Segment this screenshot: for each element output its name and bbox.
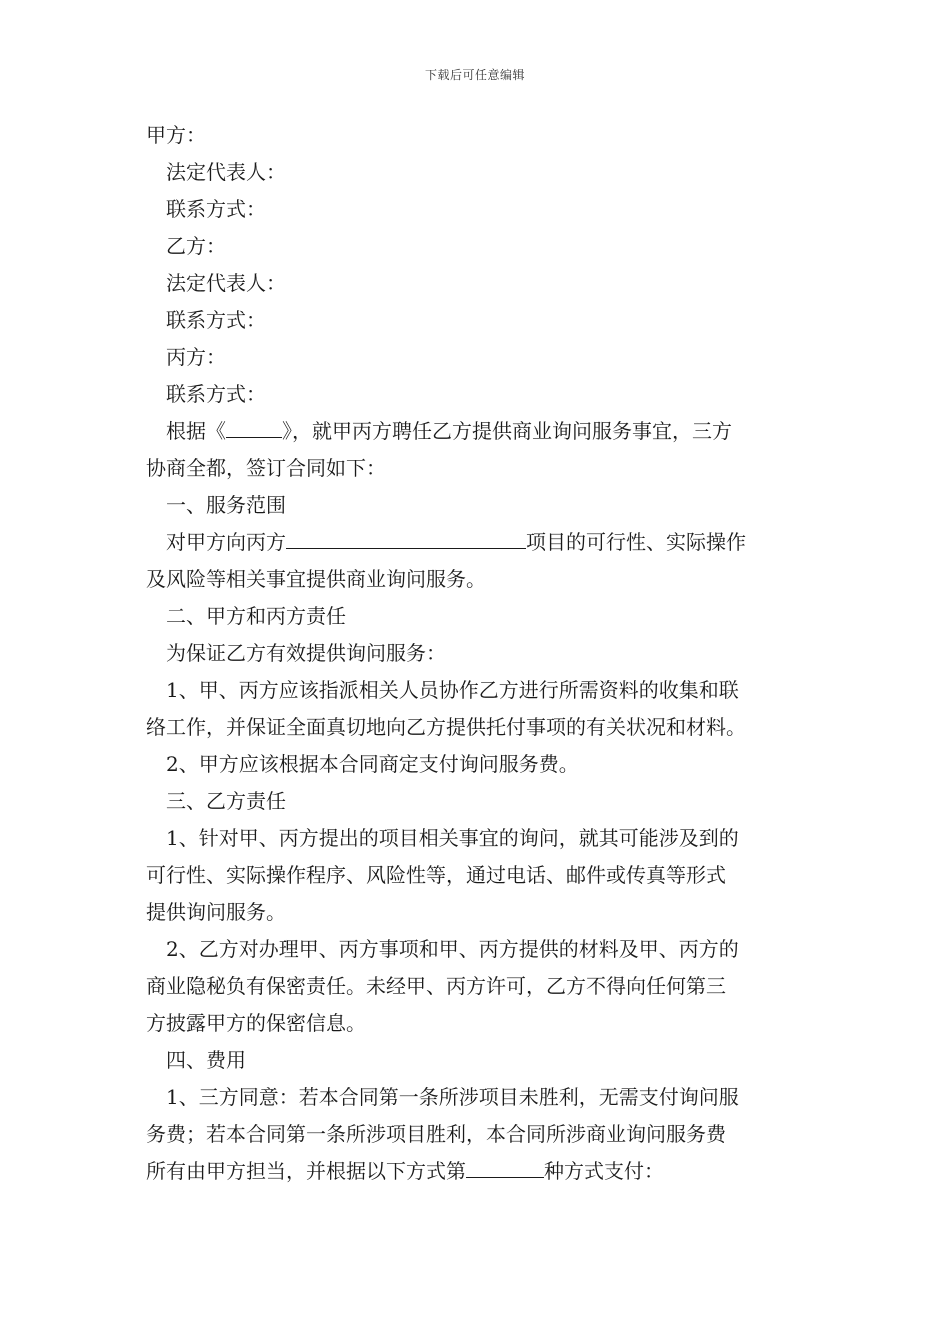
section-1-line-2: 及风险等相关事宜提供商业询问服务。 (146, 567, 486, 591)
section-3-item-2-line-1: 2、乙方对办理甲、丙方事项和甲、丙方提供的材料及甲、丙方的 (166, 937, 739, 961)
section-4-line-3-prefix: 所有由甲方担当，并根据以下方式第 (146, 1159, 466, 1183)
section-3-item-1-line-3: 提供询问服务。 (146, 900, 286, 924)
payment-method-blank[interactable] (466, 1153, 544, 1178)
section-1-suffix: 项目的可行性、实际操作 (526, 530, 746, 554)
section-4-item-1-line-1: 1、三方同意：若本合同第一条所涉项目未胜利，无需支付询问服 (166, 1085, 739, 1109)
section-1-line-1 (146, 524, 806, 561)
intro-prefix: 根据《 (166, 419, 226, 443)
page-header: 下载后可任意编辑 (424, 68, 525, 82)
section-3-item-1-line-2: 可行性、实际操作程序、风险性等，通过电话、邮件或传真等形式 (146, 863, 726, 887)
section-2-item-1-line-1: 1、甲、丙方应该指派相关人员协作乙方进行所需资料的收集和联 (166, 678, 739, 702)
section-2-item-2: 2、甲方应该根据本合同商定支付询问服务费。 (166, 752, 579, 776)
section-3-item-2-line-3: 方披露甲方的保密信息。 (146, 1011, 366, 1035)
party-b-contact: 联系方式： (166, 308, 266, 332)
party-a-label: 甲方： (146, 123, 206, 147)
project-name-blank[interactable] (286, 524, 526, 549)
section-3-item-2-line-2: 商业隐秘负有保密责任。未经甲、丙方许可，乙方不得向任何第三 (146, 974, 726, 998)
intro-line-1 (146, 413, 806, 450)
section-2-title: 二、甲方和丙方责任 (166, 604, 346, 628)
section-2-item-1-line-2: 络工作，并保证全面真切地向乙方提供托付事项的有关状况和材料。 (146, 715, 746, 739)
section-4-item-1-line-2: 务费；若本合同第一条所涉项目胜利，本合同所涉商业询问服务费 (146, 1122, 726, 1146)
party-c-contact: 联系方式： (166, 382, 266, 406)
section-4-title: 四、费用 (166, 1048, 246, 1072)
section-1-title: 一、服务范围 (166, 493, 286, 517)
section-1-prefix: 对甲方向丙方 (166, 530, 286, 554)
section-3-title: 三、乙方责任 (166, 789, 286, 813)
party-a-representative: 法定代表人： (166, 160, 286, 184)
intro-suffix: 》，就甲丙方聘任乙方提供商业询问服务事宜，三方 (282, 419, 732, 443)
section-4-item-1-line-3 (146, 1153, 806, 1190)
section-3-item-1-line-1: 1、针对甲、丙方提出的项目相关事宜的询问，就其可能涉及到的 (166, 826, 739, 850)
contract-body (146, 117, 806, 1190)
party-b-label: 乙方： (166, 234, 226, 258)
party-a-contact: 联系方式： (166, 197, 266, 221)
party-b-representative: 法定代表人： (166, 271, 286, 295)
section-4-line-3-suffix: 种方式支付： (544, 1159, 664, 1183)
agreement-name-blank[interactable] (226, 413, 282, 438)
section-2-lead: 为保证乙方有效提供询问服务： (166, 641, 446, 665)
intro-line-2: 协商全都，签订合同如下： (146, 456, 386, 480)
party-c-label: 丙方： (166, 345, 226, 369)
